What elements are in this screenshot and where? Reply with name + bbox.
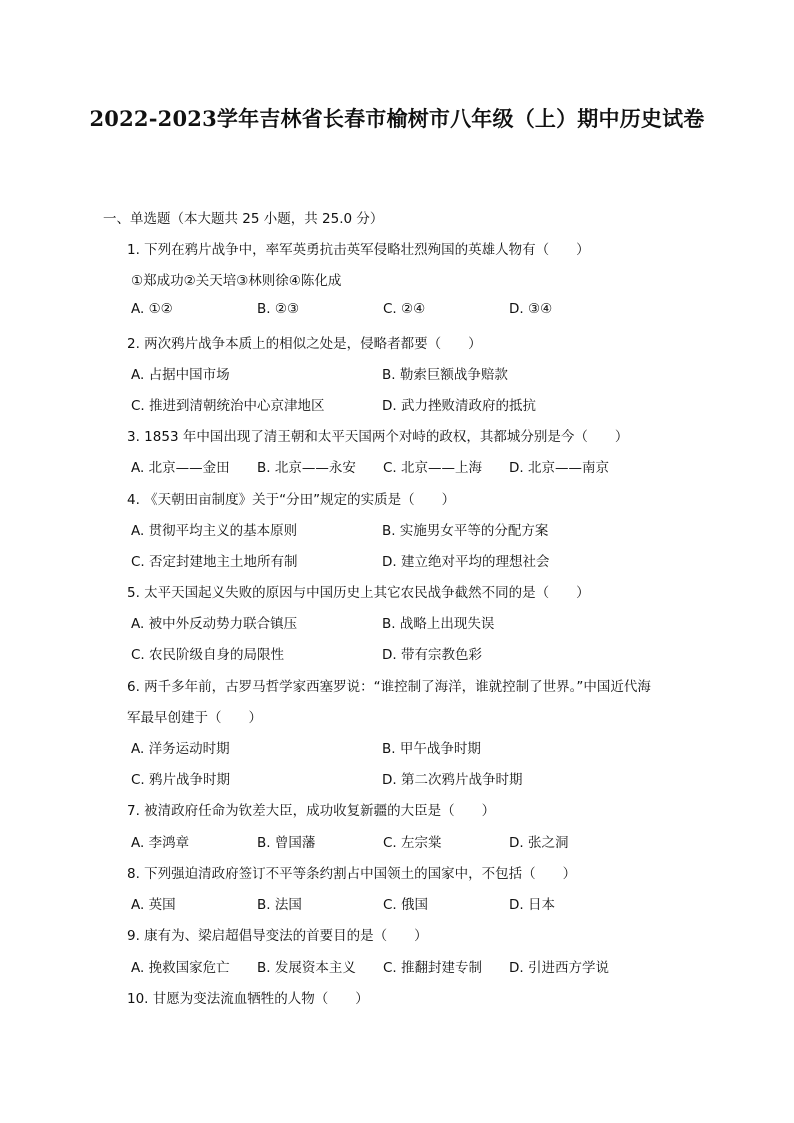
question-7: 7. 被清政府任命为钦差大臣，成功收复新疆的大臣是（ ） — [127, 803, 496, 819]
question-6-options-row1 — [131, 737, 691, 757]
question-5: 5. 太平天国起义失败的原因与中国历史上其它农民战争截然不同的是（ ） — [127, 585, 590, 601]
option-b[interactable]: B. 甲午战争时期 — [382, 741, 481, 757]
question-2-options-row2 — [131, 394, 691, 414]
question-6-options-row2 — [131, 768, 691, 788]
question-3: 3. 1853 年中国出现了清王朝和太平天国两个对峙的政权，其都城分别是今（ ） — [127, 429, 629, 445]
option-c[interactable]: C. 北京——上海 — [383, 460, 483, 476]
option-a[interactable]: A. 北京——金田 — [131, 460, 230, 476]
section-heading: 一、单选题（本大题共 25 小题，共 25.0 分） — [103, 211, 384, 227]
option-a[interactable]: A. 李鸿章 — [131, 835, 190, 851]
option-b[interactable]: B. ②③ — [257, 301, 300, 317]
option-b[interactable]: B. 北京——永安 — [257, 460, 356, 476]
question-7-options — [131, 831, 691, 851]
question-9-options — [131, 956, 691, 976]
option-a[interactable]: A. 洋务运动时期 — [131, 741, 230, 757]
option-b[interactable]: B. 发展资本主义 — [257, 960, 356, 976]
option-a[interactable]: A. 英国 — [131, 897, 176, 913]
question-10: 10. 甘愿为变法流血牺牲的人物（ ） — [127, 991, 369, 1007]
option-c[interactable]: C. 否定封建地主土地所有制 — [131, 554, 298, 570]
option-d[interactable]: D. 带有宗教色彩 — [382, 647, 482, 663]
option-d[interactable]: D. 建立绝对平均的理想社会 — [382, 554, 550, 570]
question-9: 9. 康有为、梁启超倡导变法的首要目的是（ ） — [127, 928, 428, 944]
question-4-options-row2 — [131, 550, 691, 570]
question-8: 8. 下列强迫清政府签订不平等条约割占中国领土的国家中，不包括（ ） — [127, 866, 577, 882]
option-d[interactable]: D. 北京——南京 — [509, 460, 609, 476]
question-6-continuation: 军最早创建于（ ） — [127, 710, 262, 726]
option-c[interactable]: C. 左宗棠 — [383, 835, 442, 851]
question-5-options-row1 — [131, 612, 691, 632]
question-5-options-row2 — [131, 643, 691, 663]
option-d[interactable]: D. 武力挫败清政府的抵抗 — [382, 398, 536, 414]
option-c[interactable]: C. 推翻封建专制 — [383, 960, 483, 976]
question-4: 4. 《天朝田亩制度》关于“分田”规定的实质是（ ） — [127, 492, 456, 508]
option-b[interactable]: B. 战略上出现失误 — [382, 616, 495, 632]
option-b[interactable]: B. 实施男女平等的分配方案 — [382, 523, 549, 539]
option-c[interactable]: C. 俄国 — [383, 897, 429, 913]
question-1: 1. 下列在鸦片战争中，率军英勇抗击英军侵略壮烈殉国的英雄人物有（ ） — [127, 242, 590, 258]
option-d[interactable]: D. 日本 — [509, 897, 555, 913]
question-8-options — [131, 893, 691, 913]
option-b[interactable]: B. 曾国藩 — [257, 835, 316, 851]
option-a[interactable]: A. 占据中国市场 — [131, 367, 230, 383]
question-1-items: ①郑成功②关天培③林则徐④陈化成 — [131, 273, 342, 289]
option-c[interactable]: C. 鸦片战争时期 — [131, 772, 231, 788]
option-c[interactable]: C. 农民阶级自身的局限性 — [131, 647, 285, 663]
option-d[interactable]: D. 引进西方学说 — [509, 960, 609, 976]
question-4-options-row1 — [131, 519, 691, 539]
option-c[interactable]: C. ②④ — [383, 301, 426, 317]
question-3-options — [131, 456, 691, 476]
option-a[interactable]: A. 贯彻平均主义的基本原则 — [131, 523, 298, 539]
option-a[interactable]: A. 被中外反动势力联合镇压 — [131, 616, 298, 632]
option-b[interactable]: B. 勒索巨额战争赔款 — [382, 367, 508, 383]
option-b[interactable]: B. 法国 — [257, 897, 302, 913]
option-d[interactable]: D. ③④ — [509, 301, 553, 317]
option-d[interactable]: D. 张之洞 — [509, 835, 569, 851]
option-a[interactable]: A. ①② — [131, 301, 173, 317]
option-a[interactable]: A. 挽救国家危亡 — [131, 960, 230, 976]
page-title: 2022-2023学年吉林省长春市榆树市八年级（上）期中历史试卷 — [89, 106, 705, 131]
question-6: 6. 两千多年前，古罗马哲学家西塞罗说：“谁控制了海洋，谁就控制了世界。”中国近代海 — [127, 679, 651, 695]
question-2: 2. 两次鸦片战争本质上的相似之处是，侵略者都要（ ） — [127, 336, 482, 352]
question-2-options-row1 — [131, 363, 691, 383]
question-1-options — [131, 301, 691, 321]
option-c[interactable]: C. 推进到清朝统治中心京津地区 — [131, 398, 325, 414]
option-d[interactable]: D. 第二次鸦片战争时期 — [382, 772, 523, 788]
